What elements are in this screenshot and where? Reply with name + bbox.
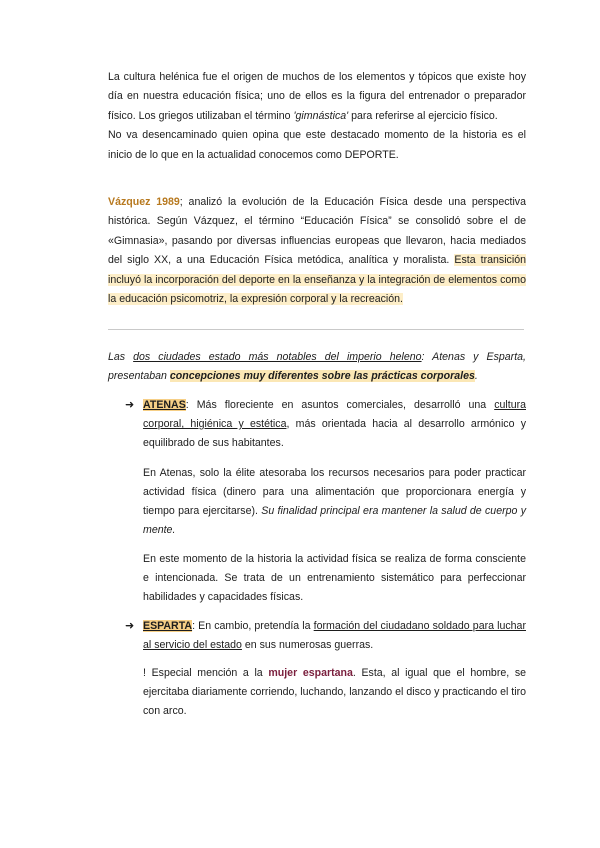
atenas-label: ATENAS bbox=[143, 399, 186, 411]
text: para referirse al ejercicio físico. bbox=[348, 109, 498, 122]
highlight-concepciones: concepciones muy diferentes sobre las prácticas corporales bbox=[169, 370, 475, 383]
text: : Atenas y Esparta, presentaban bbox=[108, 351, 526, 383]
paragraph-city-states bbox=[108, 348, 526, 387]
text: en sus numerosas guerras. bbox=[241, 639, 374, 651]
text: No va desencaminado quien opina que este destacado momento de la historia es el inicio de lo que en la actualidad conocemos como DEPORTE. bbox=[108, 129, 526, 161]
highlight-transition: Esta transición incluyó la incorporación del deporte en la enseñanza y la integración de elementos como la educación psicomotriz, la expresión corporal y la recreación. bbox=[108, 254, 526, 306]
esparta-label: ESPARTA bbox=[143, 620, 193, 632]
arrow-bullet-icon: ➜ bbox=[125, 399, 135, 411]
text: La cultura helénica fue el origen de muchos de los elementos y tópicos que existe hoy día en nuestra educación física; uno de ellos es la figura del entrenador o preparador físico. Los griegos utilizaban el término bbox=[108, 71, 526, 122]
underlined-city-states: dos ciudades estado más notables del imperio heleno bbox=[133, 351, 422, 363]
arrow-bullet-icon: ➜ bbox=[125, 620, 135, 632]
text: , más orientada hacia al desarrollo armónico y equilibrado de sus habitantes. bbox=[143, 418, 526, 449]
atenas-item bbox=[143, 396, 526, 453]
mujer-espartana-highlight: mujer espartana bbox=[268, 667, 353, 679]
author-citation: Vázquez 1989 bbox=[108, 196, 180, 208]
horizontal-divider bbox=[108, 329, 524, 330]
text: ; analizó la evolución de la Educación Física desde una perspectiva histórica. Según Vázquez, el término “Educación Física” se consolidó sobre el de «Gimnasia», pasando por diversas influencias europeas que llevaron, hacia mediados del siglo XX, a una Educación Física metódica, analítica y moralista. bbox=[108, 196, 526, 267]
term-gimnastica: 'gimnástica' bbox=[293, 109, 349, 122]
text: : Más floreciente en asuntos comerciales, desarrolló una bbox=[185, 399, 495, 411]
text: : En cambio, pretendía la bbox=[192, 620, 314, 632]
paragraph-greek-culture bbox=[108, 68, 526, 165]
text: ! Especial mención a la bbox=[143, 667, 269, 679]
atenas-elite-paragraph bbox=[143, 464, 526, 540]
esparta-note-paragraph bbox=[143, 664, 526, 721]
paragraph-vazquez bbox=[108, 193, 526, 309]
underlined-cultura-corporal: cultura corporal, higiénica y estética bbox=[143, 399, 526, 430]
italic-finalidad: Su finalidad principal era mantener la salud de cuerpo y mente. bbox=[143, 505, 526, 536]
text: En Atenas, solo la élite atesoraba los recursos necesarios para poder practicar actividad física (dinero para una alimentación que proporcionara energía y tiempo para ejercitarse). bbox=[143, 467, 526, 517]
text: Las bbox=[108, 351, 134, 363]
text: . Esta, al igual que el hombre, se ejercitaba diariamente corriendo, luchando, lanzando el disco y practicando el tiro con arco. bbox=[143, 667, 527, 717]
esparta-item bbox=[143, 617, 526, 655]
text: . bbox=[474, 370, 478, 383]
atenas-history-paragraph: En este momento de la historia la actividad física se realiza de forma consciente e intencionada. Se trata de un entrenamiento sistemático para perfeccionar habilidades y capacidades físicas. bbox=[143, 553, 526, 603]
underlined-ciudadano-soldado: formación del ciudadano soldado para luchar al servicio del estado bbox=[143, 620, 526, 651]
